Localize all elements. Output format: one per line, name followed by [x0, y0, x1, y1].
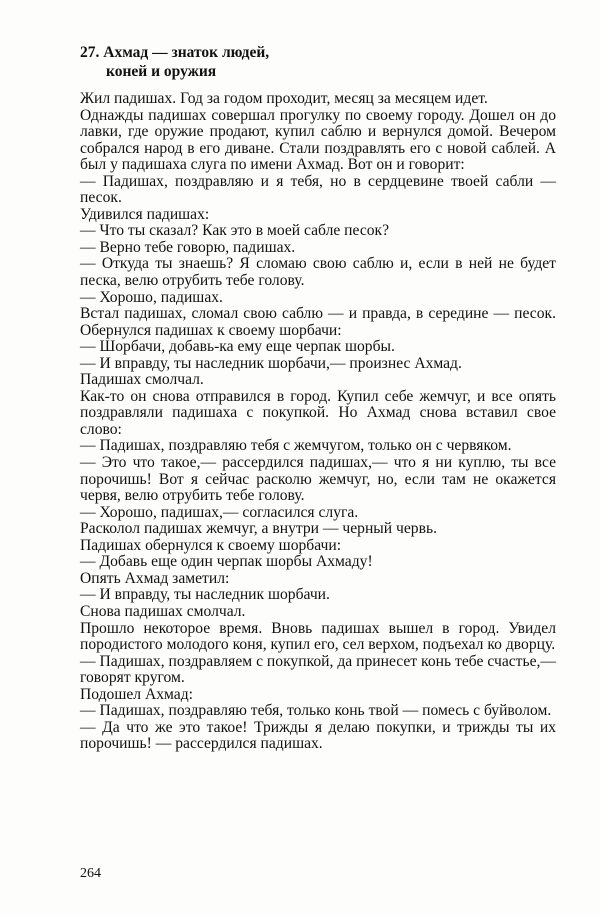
story-body: [80, 91, 556, 753]
dialogue-line: — Хорошо, падишах.: [80, 288, 223, 306]
paragraph: Как-то он снова отправился в город. Купил себе жемчуг, и все опять поздравляли падишаха с покупкой. Но Ахмад снова вставил свое слово:: [80, 387, 556, 438]
paragraph: Падишах смолчал.: [80, 371, 204, 389]
dialogue-line: — И вправду, ты наследник шорбачи,— произнес Ахмад.: [80, 354, 462, 372]
paragraph: Встал падишах, сломал свою саблю — и правда, в середине — песок. Обернулся падишах к своему шорбачи:: [80, 305, 556, 339]
dialogue-line: — И вправду, ты наследник шорбачи.: [80, 586, 330, 604]
paragraph: Подошел Ахмад:: [80, 685, 193, 703]
story-title-line-2: коней и оружия: [106, 63, 217, 80]
paragraph: Жил падишах. Год за годом проходит, месяц за месяцем идет.: [80, 90, 488, 107]
paragraph: Прошло некоторое время. Вновь падишах вышел в город. Увидел породистого молодого коня, купил его, сел верхом, подъехал ко дворцу.: [80, 619, 556, 654]
dialogue-line: — Это что такое,— рассердился падишах,— что я ни куплю, ты все порочишь! Вот я сейчас расколю жемчуг, но, если там не окажется червя, велю отрубить тебе голову.: [80, 454, 556, 505]
paragraph: Опять Ахмад заметил:: [80, 569, 230, 587]
story-heading: [80, 43, 500, 81]
dialogue-line: — Падишах, поздравляю тебя с жемчугом, только он с червяком.: [80, 437, 512, 455]
dialogue-line: — Да что же это такое! Трижды я делаю покупки, и трижды ты их порочишь! — рассердился падишах.: [80, 718, 556, 753]
page-number: 264: [80, 866, 101, 881]
paragraph: Снова падишах смолчал.: [80, 602, 246, 620]
dialogue-line: — Падишах, поздравляем с покупкой, да принесет конь тебе счастье,— говорят кругом.: [80, 652, 556, 687]
paragraph: Удивился падишах:: [80, 205, 210, 223]
story-title-line-1: Ахмад — знаток людей,: [103, 44, 270, 61]
dialogue-line: — Шорбачи, добавь-ка ему еще черпак шорбы.: [80, 338, 395, 356]
dialogue-line: — Хорошо, падишах,— согласился слуга.: [80, 503, 359, 521]
dialogue-line: — Падишах, поздравляю тебя, только конь твой — помесь с буйволом.: [80, 702, 552, 720]
paragraph: Расколол падишах жемчуг, а внутри — черный червь.: [80, 520, 437, 538]
dialogue-line: — Верно тебе говорю, падишах.: [80, 238, 296, 256]
dialogue-line: — Откуда ты знаешь? Я сломаю свою саблю и, если в ней не будет песка, велю отрубить тебе голову.: [80, 255, 556, 290]
paragraph: Падишах обернулся к своему шорбачи:: [80, 536, 342, 554]
paragraph: Однажды падишах совершал прогулку по своему городу. Дошел он до лавки, где оружие продают, купил саблю и вернулся домой. Вечером собрался народ в его диване. Стали поздравлять его с новой саблей. А был у падишаха слуга по имени Ахмад. Вот он и говорит:: [80, 106, 556, 174]
dialogue-line: — Добавь еще один черпак шорбы Ахмаду!: [80, 553, 373, 571]
dialogue-line: — Что ты сказал? Как это в моей сабле песок?: [80, 222, 390, 240]
dialogue-line: — Падишах, поздравляю и я тебя, но в сердцевине твоей сабли — песок.: [80, 172, 556, 207]
story-number: 27.: [80, 44, 100, 61]
